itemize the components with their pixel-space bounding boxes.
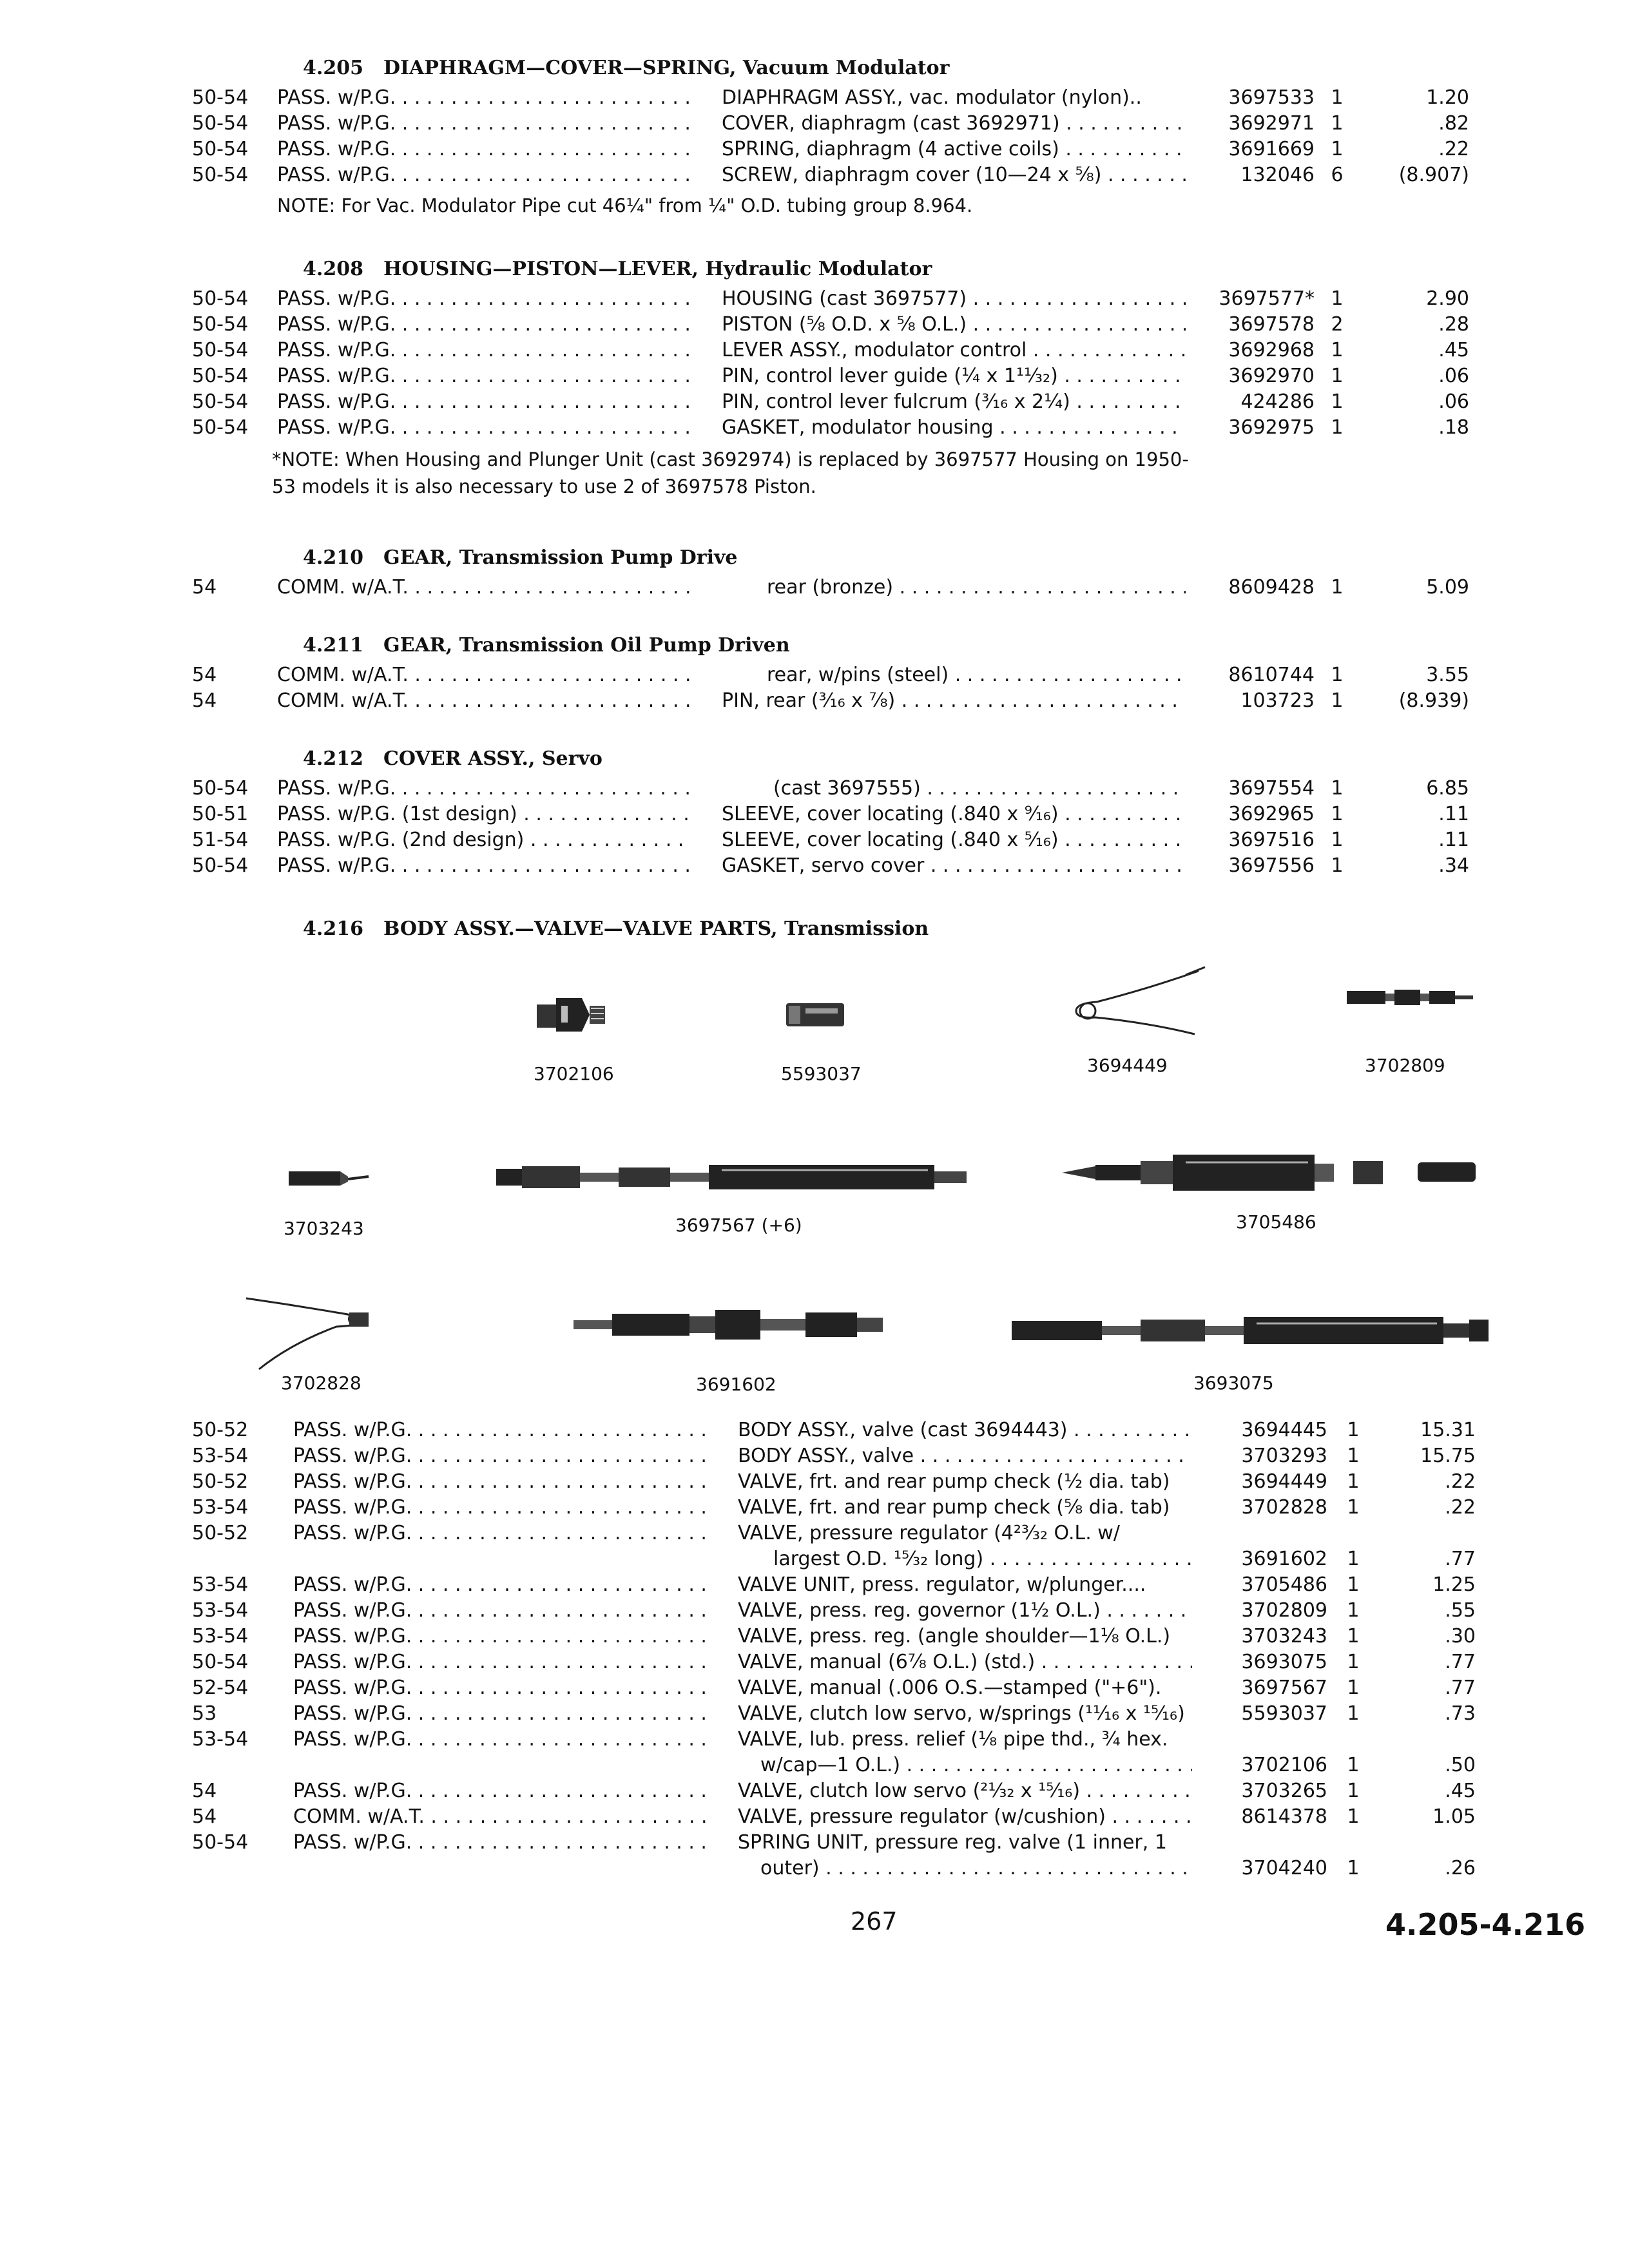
model-cell: COMM. w/A.T. . . . (277, 575, 689, 601)
description-cell: SLEEVE, cover locating (.840 x ⁵⁄₁₆) . . . (722, 827, 1186, 853)
year-cell: 54 (192, 576, 217, 599)
quantity-cell: 1 (1331, 365, 1344, 387)
quantity-cell: 1 (1331, 416, 1344, 439)
table-row (0, 827, 1629, 853)
year-cell: 51-54 (192, 829, 249, 851)
quantity-cell: 1 (1347, 1857, 1360, 1879)
valve-cylinder-icon (780, 995, 851, 1034)
year-cell: 50-54 (192, 86, 249, 109)
year-cell: 50-54 (192, 1831, 249, 1854)
quantity-cell: 1 (1331, 390, 1344, 413)
part-number-cell: 8609428 (1228, 576, 1315, 599)
quantity-cell: 1 (1331, 854, 1344, 877)
model-cell: PASS. w/P.G. . . . (277, 137, 689, 162)
year-cell: 50-54 (192, 416, 249, 439)
table-row (0, 1521, 1629, 1546)
part-number-cell: 3697554 (1228, 777, 1315, 800)
illustration-label: 3705486 (1236, 1211, 1316, 1233)
quantity-cell: 1 (1347, 1702, 1360, 1725)
section-heading (303, 634, 790, 657)
description-cell: PIN, control lever guide (¼ x 1¹¹⁄₃₂) . . . (722, 363, 1186, 389)
quantity-cell: 1 (1347, 1599, 1360, 1622)
price-cell: .55 (1445, 1599, 1476, 1622)
valve-fitting-icon (532, 989, 609, 1041)
model-cell: COMM. w/A.T. . . . (277, 688, 689, 714)
model-cell: PASS. w/P.G. . . . (293, 1521, 712, 1546)
quantity-cell: 1 (1347, 1573, 1360, 1596)
model-cell: PASS. w/P.G. (1st design) . . . (277, 802, 689, 827)
year-cell: 50-54 (192, 854, 249, 877)
check-valve-wire-icon (1057, 963, 1211, 1041)
description-cell: SPRING, diaphragm (4 active coils) . . . (722, 137, 1186, 162)
illustration-label: 3703243 (284, 1218, 364, 1239)
model-cell: PASS. w/P.G. . . . (293, 1495, 712, 1521)
quantity-cell: 1 (1331, 689, 1344, 712)
price-cell: .06 (1438, 390, 1469, 413)
section-title: COVER ASSY., Servo (383, 747, 602, 770)
quantity-cell: 1 (1347, 1445, 1360, 1467)
year-cell: 50-52 (192, 1522, 249, 1544)
regulator-valve-unit-icon (1057, 1146, 1482, 1197)
table-row (0, 1495, 1629, 1521)
quantity-cell: 1 (1347, 1470, 1360, 1493)
model-cell: PASS. w/P.G. . . . (293, 1469, 712, 1495)
quantity-cell: 1 (1347, 1625, 1360, 1648)
description-cell: VALVE, press. reg. governor (1½ O.L.) . . . (738, 1598, 1192, 1624)
section-heading (303, 918, 929, 940)
table-row (0, 1753, 1629, 1778)
manual-valve-icon (490, 1155, 979, 1200)
price-cell: 3.55 (1426, 664, 1469, 686)
part-number-cell: 132046 (1240, 164, 1315, 186)
year-cell: 53-54 (192, 1573, 249, 1596)
illustration-label: 3694449 (1087, 1055, 1168, 1076)
governor-valve-icon (1340, 978, 1476, 1017)
description-cell: w/cap—1 O.L.) . . . (760, 1753, 1192, 1778)
illustration-label: 3702809 (1365, 1055, 1445, 1076)
model-cell: PASS. w/P.G. . . . (277, 111, 689, 137)
model-cell: PASS. w/P.G. . . . (277, 286, 689, 312)
section-heading (303, 258, 932, 280)
model-cell: PASS. w/P.G. . . . (293, 1701, 712, 1727)
year-cell: 50-54 (192, 1651, 249, 1673)
quantity-cell: 1 (1347, 1548, 1360, 1570)
part-number-cell: 3691669 (1228, 138, 1315, 160)
year-cell: 50-51 (192, 803, 249, 825)
description-cell: largest O.D. ¹⁵⁄₃₂ long) . . . (773, 1546, 1192, 1572)
part-number-cell: 3697567 (1241, 1677, 1327, 1699)
table-row (0, 1727, 1629, 1753)
model-cell: PASS. w/P.G. . . . (277, 338, 689, 363)
price-cell: .11 (1438, 803, 1469, 825)
description-cell: HOUSING (cast 3697577) . . . (722, 286, 1186, 312)
table-row (0, 1675, 1629, 1701)
year-cell: 53-54 (192, 1728, 249, 1751)
table-row (0, 776, 1629, 802)
price-cell: .77 (1445, 1651, 1476, 1673)
price-cell: .50 (1445, 1754, 1476, 1776)
model-cell: PASS. w/P.G. . . . (293, 1778, 712, 1804)
description-cell: outer) . . . (760, 1856, 1192, 1881)
table-row (0, 363, 1629, 389)
description-cell: BODY ASSY., valve . . . (738, 1443, 1192, 1469)
part-number-cell: 3692970 (1228, 365, 1315, 387)
description-cell: SPRING UNIT, pressure reg. valve (1 inner, 1 (738, 1831, 1167, 1854)
part-number-cell: 3702828 (1241, 1496, 1327, 1519)
price-cell: .22 (1445, 1496, 1476, 1519)
model-cell: PASS. w/P.G. . . . (293, 1675, 712, 1701)
part-number-cell: 3692965 (1228, 803, 1315, 825)
part-number-cell: 8614378 (1241, 1805, 1327, 1828)
table-row (0, 1572, 1629, 1598)
quantity-cell: 1 (1347, 1677, 1360, 1699)
quantity-cell: 1 (1331, 576, 1344, 599)
section-title: BODY ASSY.—VALVE—VALVE PARTS, Transmission (383, 918, 929, 940)
quantity-cell: 1 (1331, 86, 1344, 109)
price-cell: (8.939) (1398, 689, 1469, 712)
section-title: GEAR, Transmission Pump Drive (383, 546, 738, 569)
model-cell: PASS. w/P.G. . . . (277, 776, 689, 802)
price-cell: .45 (1438, 339, 1469, 361)
section-title: HOUSING—PISTON—LEVER, Hydraulic Modulator (383, 258, 932, 280)
price-cell: .22 (1438, 138, 1469, 160)
part-number-cell: 3692968 (1228, 339, 1315, 361)
model-cell: COMM. w/A.T. . . . (293, 1804, 712, 1830)
part-number-cell: 3703293 (1241, 1445, 1327, 1467)
price-cell: 5.09 (1426, 576, 1469, 599)
price-cell: .34 (1438, 854, 1469, 877)
year-cell: 50-54 (192, 313, 249, 336)
price-cell: .82 (1438, 112, 1469, 135)
price-cell: .18 (1438, 416, 1469, 439)
year-cell: 53-54 (192, 1445, 249, 1467)
price-cell: (8.907) (1398, 164, 1469, 186)
part-number-cell: 5593037 (1241, 1702, 1327, 1725)
section-heading (303, 57, 949, 79)
table-row (0, 286, 1629, 312)
section-title: DIAPHRAGM—COVER—SPRING, Vacuum Modulator (383, 57, 950, 79)
description-cell: VALVE, pressure regulator (w/cushion) . . . (738, 1804, 1192, 1830)
section-heading (303, 546, 738, 569)
description-cell: GASKET, servo cover . . . (722, 853, 1186, 879)
description-cell: COVER, diaphragm (cast 3692971) . . . (722, 111, 1186, 137)
part-number-cell: 3694449 (1241, 1470, 1327, 1493)
model-cell: PASS. w/P.G. . . . (293, 1649, 712, 1675)
description-cell: GASKET, modulator housing . . . (722, 415, 1186, 441)
illustration-label: 3697567 (+6) (675, 1215, 802, 1236)
pressure-regulator-valve-icon (567, 1298, 902, 1350)
section-number: 4.212 (303, 747, 363, 770)
description-cell: (cast 3697555) . . . (773, 776, 1186, 802)
description-cell: BODY ASSY., valve (cast 3694443) . . . (738, 1418, 1192, 1443)
model-cell: PASS. w/P.G. (2nd design) . . . (277, 827, 689, 853)
description-cell: VALVE, manual (.006 O.S.—stamped ("+6"). (738, 1677, 1162, 1699)
table-row (0, 1624, 1629, 1649)
group-range: 4.205-4.216 (1385, 1907, 1586, 1942)
description-cell: LEVER ASSY., modulator control . . . (722, 338, 1186, 363)
table-row (0, 1546, 1629, 1572)
description-cell: VALVE, frt. and rear pump check (⅝ dia. tab) (738, 1496, 1170, 1519)
table-row (0, 1856, 1629, 1881)
quantity-cell: 1 (1347, 1419, 1360, 1441)
year-cell: 50-54 (192, 164, 249, 186)
part-number-cell: 3704240 (1241, 1857, 1327, 1879)
year-cell: 53-54 (192, 1625, 249, 1648)
year-cell: 53 (192, 1702, 217, 1725)
description-cell: VALVE UNIT, press. regulator, w/plunger.... (738, 1573, 1146, 1596)
price-cell: .06 (1438, 365, 1469, 387)
description-cell: PISTON (⅝ O.D. x ⅝ O.L.) . . . (722, 312, 1186, 338)
year-cell: 50-54 (192, 777, 249, 800)
year-cell: 50-54 (192, 287, 249, 310)
description-cell: DIAPHRAGM ASSY., vac. modulator (nylon).. (722, 86, 1142, 109)
model-cell: PASS. w/P.G. . . . (293, 1830, 712, 1856)
price-cell: .28 (1438, 313, 1469, 336)
price-cell: 15.31 (1420, 1419, 1476, 1441)
part-number-cell: 3692971 (1228, 112, 1315, 135)
description-cell: VALVE, frt. and rear pump check (½ dia. tab) (738, 1470, 1170, 1493)
description-cell: SLEEVE, cover locating (.840 x ⁹⁄₁₆) . . . (722, 802, 1186, 827)
part-number-cell: 3697556 (1228, 854, 1315, 877)
table-row (0, 1830, 1629, 1856)
table-row (0, 162, 1629, 188)
description-cell: rear, w/pins (steel) . . . (767, 662, 1186, 688)
year-cell: 53-54 (192, 1496, 249, 1519)
quantity-cell: 1 (1331, 339, 1344, 361)
description-cell: rear (bronze) . . . (767, 575, 1186, 601)
model-cell: PASS. w/P.G. . . . (277, 853, 689, 879)
description-cell: VALVE, lub. press. relief (⅛ pipe thd., ¾ hex. (738, 1728, 1168, 1751)
table-row (0, 1701, 1629, 1727)
price-cell: .11 (1438, 829, 1469, 851)
description-cell: VALVE, clutch low servo (²¹⁄₃₂ x ¹⁵⁄₁₆) . . . (738, 1778, 1192, 1804)
model-cell: PASS. w/P.G. . . . (277, 85, 689, 111)
year-cell: 50-54 (192, 112, 249, 135)
price-cell: 15.75 (1420, 1445, 1476, 1467)
table-row (0, 338, 1629, 363)
section-number: 4.216 (303, 918, 363, 940)
table-row (0, 137, 1629, 162)
illustration-label: 3702828 (281, 1372, 361, 1394)
section-number: 4.205 (303, 57, 363, 79)
page-number: 267 (851, 1907, 898, 1936)
part-number-cell: 3703265 (1241, 1780, 1327, 1802)
table-row (0, 1778, 1629, 1804)
quantity-cell: 1 (1347, 1780, 1360, 1802)
description-cell: VALVE, pressure regulator (4²³⁄₃₂ O.L. w/ (738, 1522, 1120, 1544)
section-note: NOTE: For Vac. Modulator Pipe cut 46¼" from ¼" O.D. tubing group 8.964. (277, 195, 973, 216)
quantity-cell: 1 (1331, 829, 1344, 851)
year-cell: 50-54 (192, 365, 249, 387)
model-cell: PASS. w/P.G. . . . (277, 415, 689, 441)
year-cell: 50-54 (192, 390, 249, 413)
quantity-cell: 1 (1347, 1754, 1360, 1776)
price-cell: .22 (1445, 1470, 1476, 1493)
price-cell: .26 (1445, 1857, 1476, 1879)
section-heading (303, 747, 602, 770)
description-cell: PIN, rear (³⁄₁₆ x ⅞) . . . (722, 688, 1186, 714)
part-number-cell: 3697577* (1219, 287, 1315, 310)
year-cell: 54 (192, 1805, 217, 1828)
illustration-label: 3693075 (1193, 1372, 1274, 1394)
model-cell: PASS. w/P.G. . . . (277, 363, 689, 389)
table-row (0, 85, 1629, 111)
model-cell: COMM. w/A.T. . . . (277, 662, 689, 688)
check-valve-wire-icon (240, 1285, 381, 1376)
price-cell: 1.05 (1432, 1805, 1476, 1828)
table-row (0, 389, 1629, 415)
table-row (0, 312, 1629, 338)
part-number-cell: 3692975 (1228, 416, 1315, 439)
illustration-label: 3691602 (696, 1374, 776, 1395)
quantity-cell: 1 (1331, 777, 1344, 800)
quantity-cell: 1 (1331, 664, 1344, 686)
table-row (0, 1443, 1629, 1469)
year-cell: 50-54 (192, 138, 249, 160)
quantity-cell: 1 (1331, 287, 1344, 310)
model-cell: PASS. w/P.G. . . . (277, 312, 689, 338)
part-number-cell: 3702106 (1241, 1754, 1327, 1776)
model-cell: PASS. w/P.G. . . . (277, 389, 689, 415)
part-number-cell: 3697578 (1228, 313, 1315, 336)
quantity-cell: 1 (1347, 1496, 1360, 1519)
part-number-cell: 3697533 (1228, 86, 1315, 109)
model-cell: PASS. w/P.G. . . . (293, 1572, 712, 1598)
part-number-cell: 3697516 (1228, 829, 1315, 851)
price-cell: .73 (1445, 1702, 1476, 1725)
section-note: *NOTE: When Housing and Plunger Unit (cast 3692974) is replaced by 3697577 Housing on 1950-53 models it is also necessary to use 2 of 3697578 Piston. (272, 448, 1189, 497)
table-row (0, 1649, 1629, 1675)
quantity-cell: 6 (1331, 164, 1344, 186)
year-cell: 50-52 (192, 1419, 249, 1441)
table-row (0, 1598, 1629, 1624)
price-cell: 2.90 (1426, 287, 1469, 310)
table-row (0, 575, 1629, 601)
section-number: 4.211 (303, 634, 363, 657)
quantity-cell: 1 (1347, 1805, 1360, 1828)
table-row (0, 1804, 1629, 1830)
description-cell: VALVE, press. reg. (angle shoulder—1⅛ O.L.) (738, 1625, 1171, 1648)
model-cell: PASS. w/P.G. . . . (293, 1443, 712, 1469)
description-cell: VALVE, manual (6⅞ O.L.) (std.) . . . (738, 1649, 1192, 1675)
year-cell: 54 (192, 1780, 217, 1802)
model-cell: PASS. w/P.G. . . . (293, 1418, 712, 1443)
quantity-cell: 1 (1331, 803, 1344, 825)
model-cell: PASS. w/P.G. . . . (293, 1624, 712, 1649)
price-cell: 6.85 (1426, 777, 1469, 800)
illustration-label: 3702106 (534, 1063, 614, 1084)
model-cell: PASS. w/P.G. . . . (293, 1598, 712, 1624)
quantity-cell: 2 (1331, 313, 1344, 336)
year-cell: 54 (192, 689, 217, 712)
price-cell: .77 (1445, 1548, 1476, 1570)
section-number: 4.210 (303, 546, 363, 569)
year-cell: 54 (192, 664, 217, 686)
model-cell: PASS. w/P.G. . . . (293, 1727, 712, 1753)
part-number-cell: 3705486 (1241, 1573, 1327, 1596)
year-cell: 50-52 (192, 1470, 249, 1493)
part-number-cell: 103723 (1240, 689, 1315, 712)
table-row (0, 415, 1629, 441)
table-row (0, 662, 1629, 688)
price-cell: .77 (1445, 1677, 1476, 1699)
section-title: GEAR, Transmission Oil Pump Driven (383, 634, 790, 657)
description-cell: VALVE, clutch low servo, w/springs (¹¹⁄₁₆ x ¹⁵⁄₁₆) (738, 1702, 1185, 1725)
section-number: 4.208 (303, 258, 363, 280)
price-cell: .45 (1445, 1780, 1476, 1802)
part-number-cell: 3694445 (1241, 1419, 1327, 1441)
part-number-cell: 3703243 (1241, 1625, 1327, 1648)
price-cell: 1.25 (1432, 1573, 1476, 1596)
quantity-cell: 1 (1347, 1651, 1360, 1673)
year-cell: 53-54 (192, 1599, 249, 1622)
description-cell: PIN, control lever fulcrum (³⁄₁₆ x 2¼) . . . (722, 389, 1186, 415)
quantity-cell: 1 (1331, 112, 1344, 135)
part-number-cell: 424286 (1240, 390, 1315, 413)
year-cell: 52-54 (192, 1677, 249, 1699)
table-row (0, 853, 1629, 879)
illustration-label: 5593037 (781, 1063, 862, 1084)
angle-valve-icon (284, 1165, 374, 1191)
description-cell: SCREW, diaphragm cover (10—24 x ⅝) . . . (722, 162, 1186, 188)
table-row (0, 1418, 1629, 1443)
price-cell: .30 (1445, 1625, 1476, 1648)
model-cell: PASS. w/P.G. . . . (277, 162, 689, 188)
part-number-cell: 3702809 (1241, 1599, 1327, 1622)
year-cell: 50-54 (192, 339, 249, 361)
part-number-cell: 8610744 (1228, 664, 1315, 686)
table-row (0, 688, 1629, 714)
table-row (0, 802, 1629, 827)
table-row (0, 1469, 1629, 1495)
part-number-cell: 3691602 (1241, 1548, 1327, 1570)
manual-valve-long-icon (1005, 1308, 1495, 1353)
part-number-cell: 3693075 (1241, 1651, 1327, 1673)
price-cell: 1.20 (1426, 86, 1469, 109)
quantity-cell: 1 (1331, 138, 1344, 160)
table-row (0, 111, 1629, 137)
